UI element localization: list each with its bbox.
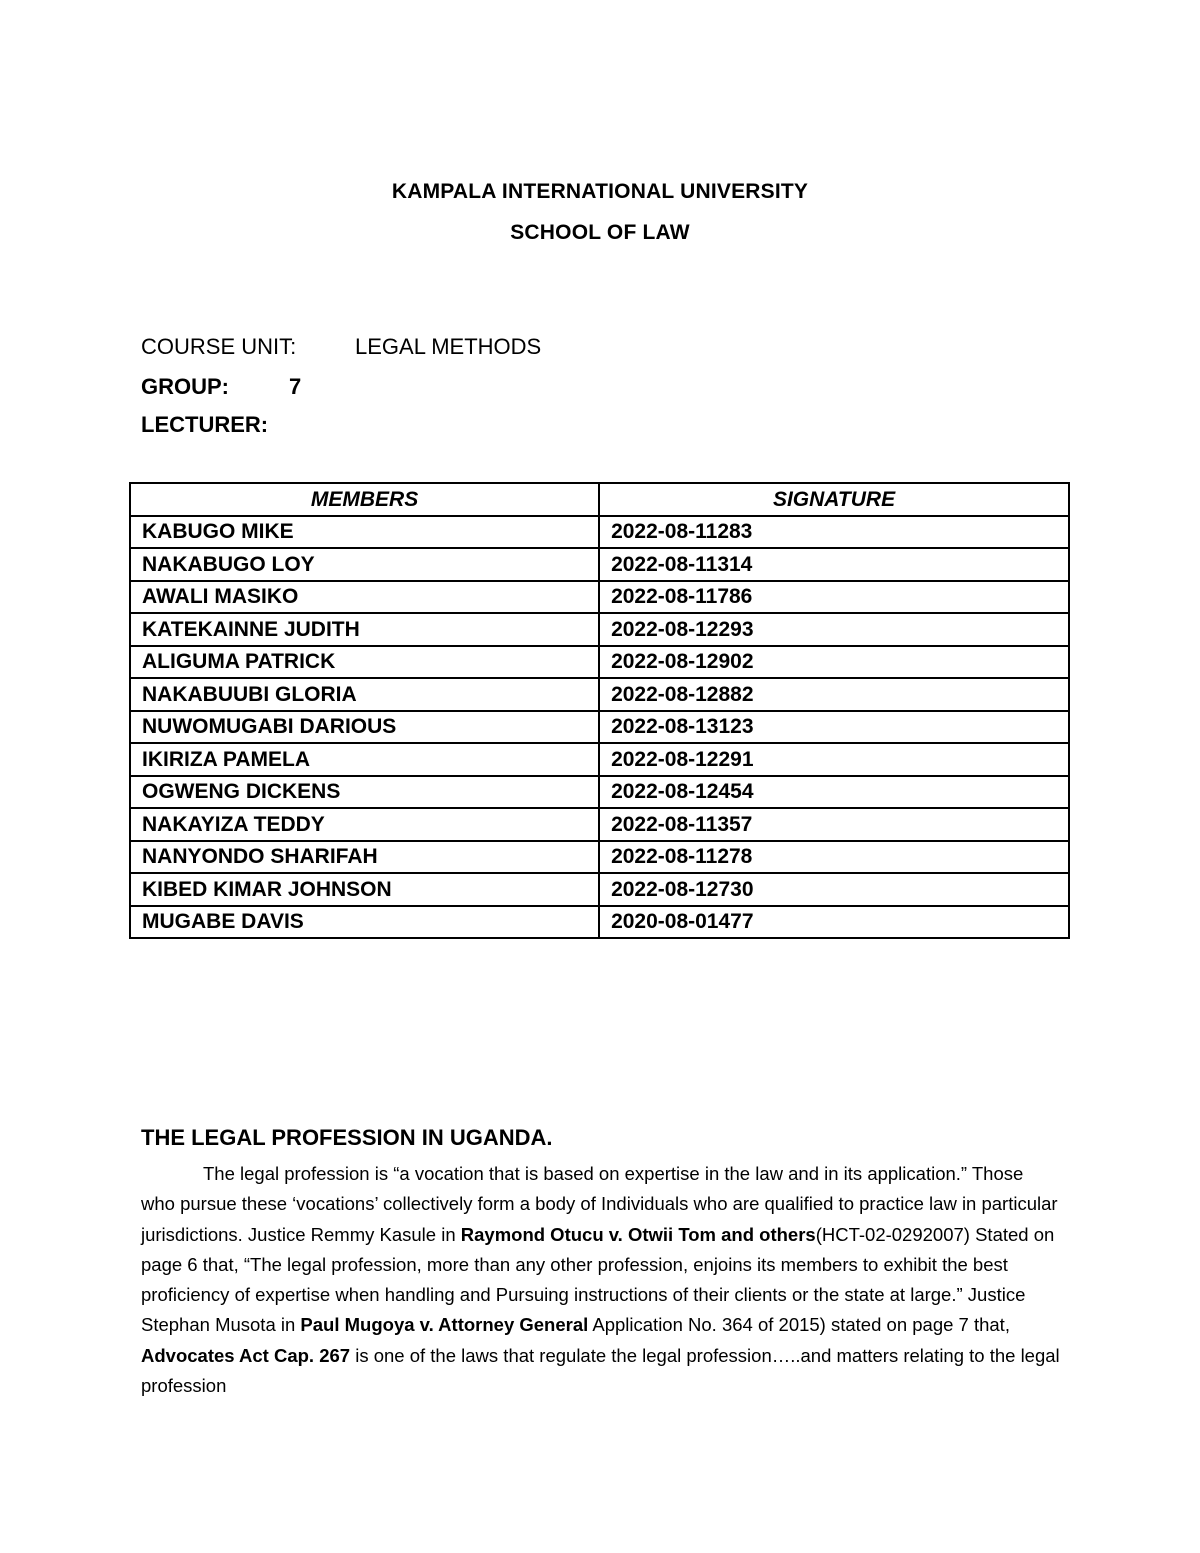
paragraph-segment: The legal profession is “a vocation that is based on expertise in the law and in its application.” Those who pursue these ‘vocations’ collectively form a body of Individuals who are qualified to practice law in particular jurisdictions. Justice Remmy Kasule in (141, 1163, 1058, 1245)
group-row (141, 374, 301, 400)
member-name: IKIRIZA PAMELA (130, 743, 599, 776)
member-name: OGWENG DICKENS (130, 776, 599, 809)
member-signature: 2022-08-11357 (599, 808, 1069, 841)
table-row (130, 841, 1069, 874)
table-row (130, 873, 1069, 906)
table-row (130, 808, 1069, 841)
paragraph-segment: is one of the laws that regulate the legal profession…..and matters relating to the legal profession (141, 1344, 1060, 1397)
member-name: KABUGO MIKE (130, 516, 599, 549)
table-row (130, 548, 1069, 581)
member-signature: 2022-08-11283 (599, 516, 1069, 549)
table-row (130, 613, 1069, 646)
course-unit-row (141, 334, 541, 360)
table-row (130, 581, 1069, 614)
section-title: THE LEGAL PROFESSION IN UGANDA. (141, 1125, 553, 1150)
member-signature: 2022-08-12882 (599, 678, 1069, 711)
course-unit-label: COURSE UNIT: (141, 334, 297, 359)
member-name: AWALI MASIKO (130, 581, 599, 614)
members-header: MEMBERS (130, 483, 599, 516)
group-value: 7 (289, 374, 302, 399)
member-name: KATEKAINNE JUDITH (130, 613, 599, 646)
member-name: NAKABUUBI GLORIA (130, 678, 599, 711)
member-signature: 2022-08-12291 (599, 743, 1069, 776)
table-header-row (130, 483, 1069, 516)
table-row (130, 678, 1069, 711)
member-signature: 2022-08-12730 (599, 873, 1069, 906)
school-title: SCHOOL OF LAW (510, 221, 690, 244)
table-row (130, 906, 1069, 939)
group-label: GROUP: (141, 374, 229, 399)
member-name: KIBED KIMAR JOHNSON (130, 873, 599, 906)
signature-header: SIGNATURE (599, 483, 1069, 516)
table-row (130, 646, 1069, 679)
member-signature: 2022-08-12293 (599, 613, 1069, 646)
lecturer-row (141, 412, 268, 438)
member-signature: 2022-08-12902 (599, 646, 1069, 679)
table-row (130, 743, 1069, 776)
body-paragraph (141, 1159, 1061, 1401)
member-name: NUWOMUGABI DARIOUS (130, 711, 599, 744)
member-name: NAKAYIZA TEDDY (130, 808, 599, 841)
course-unit-value: LEGAL METHODS (355, 334, 542, 359)
member-name: NAKABUGO LOY (130, 548, 599, 581)
member-signature: 2022-08-13123 (599, 711, 1069, 744)
statute-citation: Advocates Act Cap. 267 (141, 1344, 351, 1366)
member-name: ALIGUMA PATRICK (130, 646, 599, 679)
member-name: NANYONDO SHARIFAH (130, 841, 599, 874)
table-row (130, 516, 1069, 549)
case-citation: Raymond Otucu v. Otwii Tom and others (460, 1223, 816, 1245)
member-name: MUGABE DAVIS (130, 906, 599, 939)
case-citation: Paul Mugoya v. Attorney General (300, 1314, 589, 1336)
lecturer-label: LECTURER: (141, 412, 269, 437)
paragraph-segment: Application No. 364 of 2015) stated on page 7 that, (588, 1314, 1010, 1336)
university-title: KAMPALA INTERNATIONAL UNIVERSITY (391, 180, 809, 203)
member-signature: 2022-08-11278 (599, 841, 1069, 874)
paragraph-segment: (HCT-02-0292007) Stated on page 6 that, “The legal profession, more than any other profession, enjoins its members to exhibit the best proficiency of expertise when handling and Pursuing instructions of their clients or the state at large.” Justice Stephan Musota in (141, 1223, 1055, 1336)
member-signature: 2022-08-11786 (599, 581, 1069, 614)
member-signature: 2022-08-11314 (599, 548, 1069, 581)
table-row (130, 711, 1069, 744)
table-row (130, 776, 1069, 809)
member-signature: 2020-08-01477 (599, 906, 1069, 939)
member-signature: 2022-08-12454 (599, 776, 1069, 809)
members-table (129, 482, 1070, 939)
